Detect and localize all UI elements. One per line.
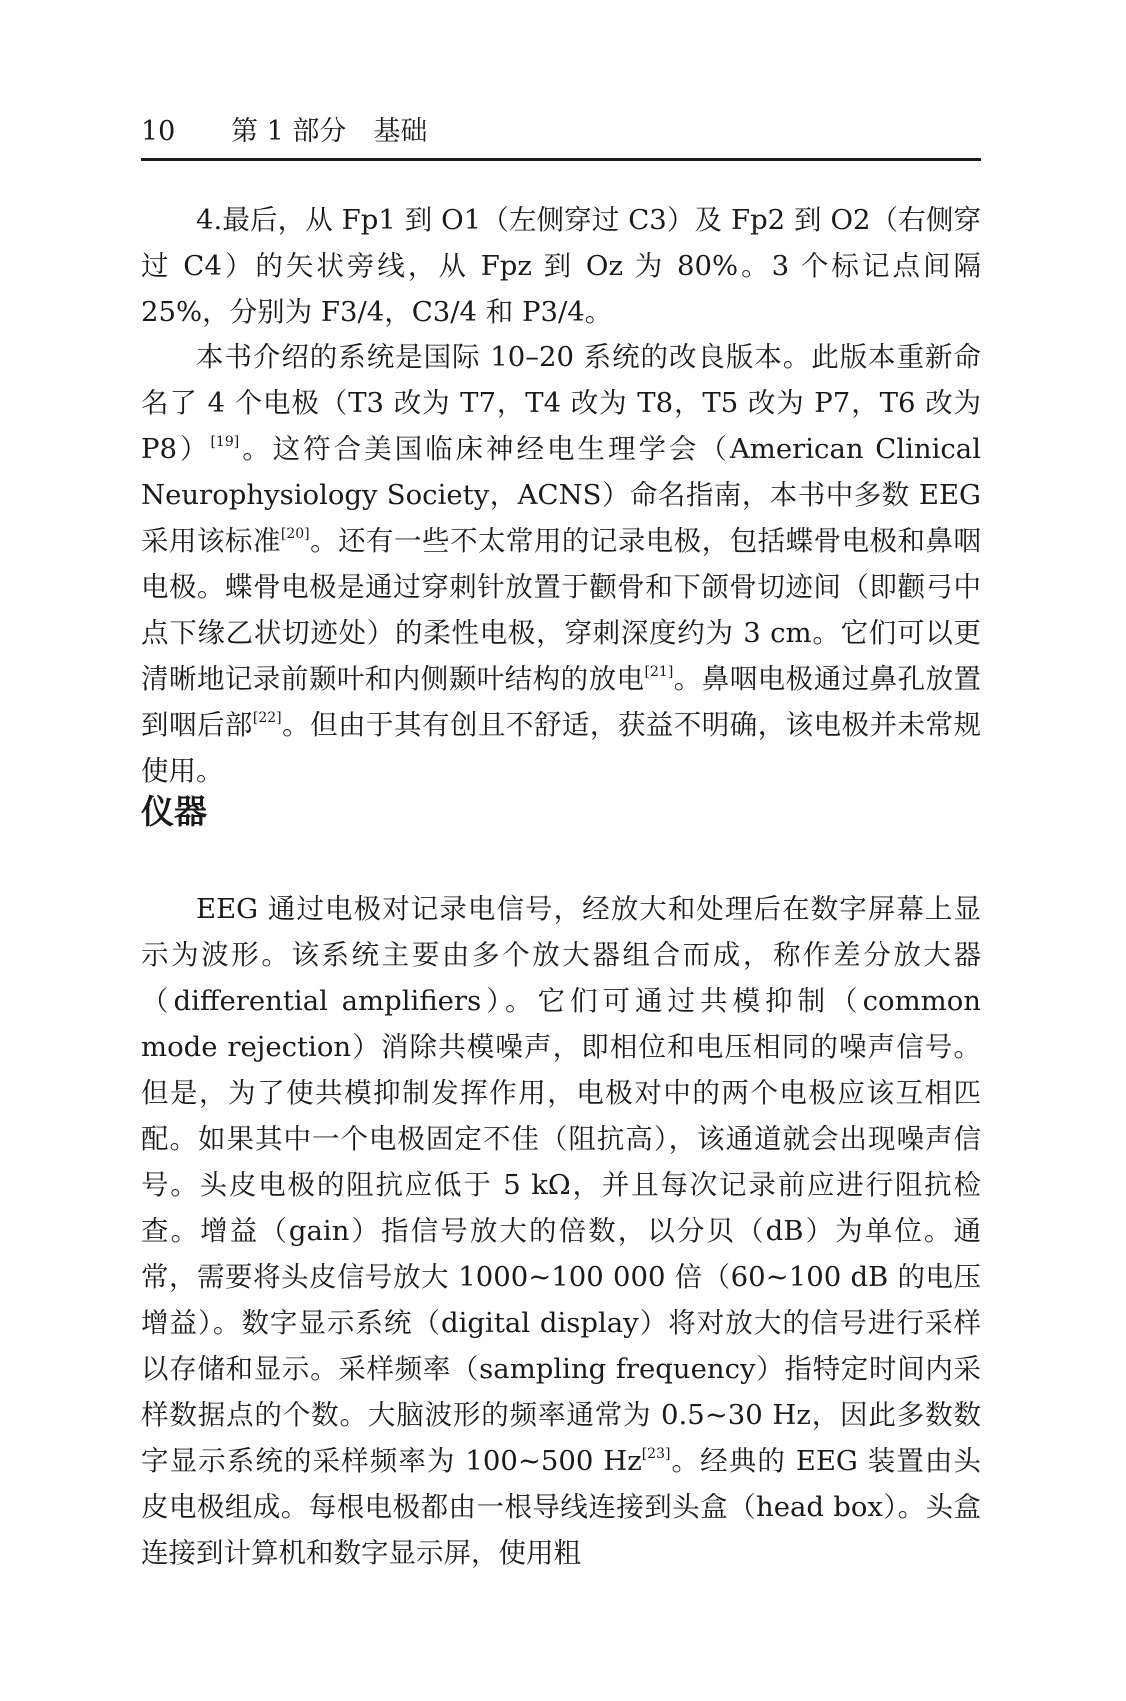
citation-ref: [19] <box>210 434 240 450</box>
paragraph-sagittal-line <box>141 197 981 335</box>
paragraph-text: 本书介绍的系统是国际 10–20 系统的改良版本。此版本重新命名了 4 个电极（T3 改为 T7，T4 改为 T8，T5 改为 P7，T6 改为 P8） <box>141 341 981 465</box>
header-rule <box>141 158 981 161</box>
citation-ref: [21] <box>644 664 674 680</box>
page-number: 10 <box>141 116 176 147</box>
paragraph-instrumentation <box>141 886 981 1576</box>
citation-ref: [22] <box>252 710 282 726</box>
running-header <box>141 112 981 152</box>
paragraph-electrode-system <box>141 334 981 794</box>
paragraph-text: 4.最后，从 Fp1 到 O1（左侧穿过 C3）及 Fp2 到 O2（右侧穿过 C4）的矢状旁线，从 Fpz 到 Oz 为 80%。3 个标记点间隔 25%，分别为 F3/4，C3/4 和 P3/4。 <box>141 204 981 328</box>
paragraph-text: EEG 通过电极对记录电信号，经放大和处理后在数字屏幕上显示为波形。该系统主要由多个放大器组合而成，称作差分放大器（differential amplifiers）。它们可通过共模抑制（common mode rejection）消除共模噪声，即相位和电压相同的噪声信号。但是，为了使共模抑制发挥作用，电极对中的两个电极应该互相匹配。如果其中一个电极固定不佳（阻抗高），该通道就会出现噪声信号。头皮电极的阻抗应低于 5 kΩ，并且每次记录前应进行阻抗检查。增益（gain）指信号放大的倍数，以分贝（dB）为单位。通常，需要将头皮信号放大 1000~100 000 倍（60~100 dB 的电压增益）。数字显示系统（digital display）将对放大的信号进行采样以存储和显示。采样频率（sampling frequency）指特定时间内采样数据点的个数。大脑波形的频率通常为 0.5~30 Hz，因此多数数字显示系统的采样频率为 100~500 Hz <box>141 893 981 1477</box>
paragraph-text: 。但由于其有创且不舒适，获益不明确，该电极并未常规使用。 <box>141 709 982 787</box>
citation-ref: [20] <box>280 526 310 542</box>
citation-ref: [23] <box>641 1446 671 1462</box>
section-title: 第 1 部分 基础 <box>231 116 428 147</box>
paragraph-text: 。这符合美国临床神经电生理学会（American Clinical Neurophysiology Society，ACNS）命名指南，本书中多数 EEG 采用该标准 <box>141 433 981 557</box>
section-heading: 仪器 <box>141 792 207 831</box>
paragraph-text: 。经典的 EEG 装置由头皮电极组成。每根电极都由一根导线连接到头盒（head box）。头盒连接到计算机和数字显示屏，使用粗 <box>141 1445 981 1569</box>
paragraph-text: 。还有一些不太常用的记录电极，包括蝶骨电极和鼻咽电极。蝶骨电极是通过穿刺针放置于颧骨和下颌骨切迹间（即颧弓中点下缘乙状切迹处）的柔性电极，穿刺深度约为 3 cm。它们可以更清晰地记录前颞叶和内侧颞叶结构的放电 <box>141 525 982 695</box>
paragraph-text: 。鼻咽电极通过鼻孔放置到咽后部 <box>141 663 982 741</box>
